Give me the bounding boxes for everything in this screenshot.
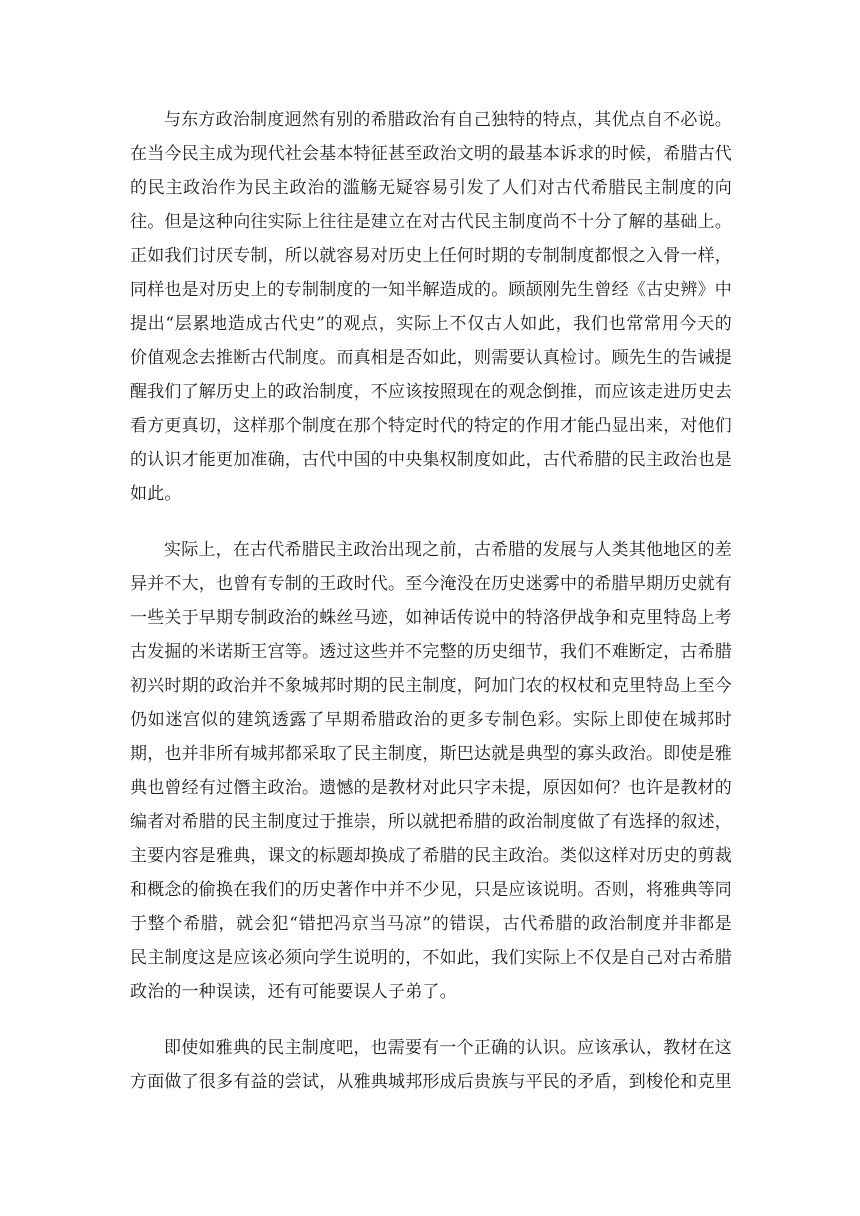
paragraph-3: 即使如雅典的民主制度吧，也需要有一个正确的认识。应该承认，教材在这方面做了很多有益的尝试，从雅典城邦形成后贵族与平民的矛盾，到梭伦和克里 xyxy=(130,1038,732,1092)
paragraph-1: 与东方政治制度迥然有别的希腊政治有自己独特的特点，其优点自不必说。在当今民主成为现代社会基本特征甚至政治文明的最基本诉求的时候，希腊古代的民主政治作为民主政治的滥觞无疑容易引发了人们对古代希腊民主制度的向往。但是这种向往实际上往往是建立在对古代民主制度尚不十分了解的基础上。正如我们讨厌专制，所以就容易对历史上任何时期的专制制度都恨之入骨一样，同样也是对历史上的专制制度的一知半解造成的。顾颉刚先生曾经《古史辨》中提出“层累地造成古代史”的观点，实际上不仅古人如此，我们也常常用今天的价值观念去推断古代制度。而真相是否如此，则需要认真检讨。顾先生的告诫提醒我们了解历史上的政治制度，不应该按照现在的观念倒推，而应该走进历史去看方更真切，这样那个制度在那个特定时代的特定的作用才能凸显出来，对他们的认识才能更加准确，古代中国的中央集权制度如此，古代希腊的民主政治也是如此。 xyxy=(130,110,732,504)
paragraph-2: 实际上，在古代希腊民主政治出现之前，古希腊的发展与人类其他地区的差异并不大，也曾有专制的王政时代。至今淹没在历史迷雾中的希腊早期历史就有一些关于早期专制政治的蛛丝马迹，如神话传说中的特洛伊战争和克里特岛上考古发掘的米诺斯王宫等。透过这些并不完整的历史细节，我们不难断定，古希腊初兴时期的政治并不象城邦时期的民主制度，阿加门农的权杖和克里特岛上至今仍如迷宫似的建筑透露了早期希腊政治的更多专制色彩。实际上即使在城邦时期，也并非所有城邦都采取了民主制度，斯巴达就是典型的寡头政治。即使是雅典也曾经有过僭主政治。遗憾的是教材对此只字未提，原因如何？也许是教材的编者对希腊的民主制度过于推崇，所以就把希腊的政治制度做了有选择的叙述，主要内容是雅典，课文的标题却换成了希腊的民主政治。类似这样对历史的剪裁和概念的偷换在我们的历史著作中并不少见，只是应该说明。否则，将雅典等同于整个希腊，就会犯“错把冯京当马凉”的错误，古代希腊的政治制度并非都是民主制度这是应该必须向学生说明的，不如此，我们实际上不仅是自己对古希腊政治的一种误读，还有可能要误人子弟了。 xyxy=(130,540,732,1002)
document-body xyxy=(130,103,732,1121)
